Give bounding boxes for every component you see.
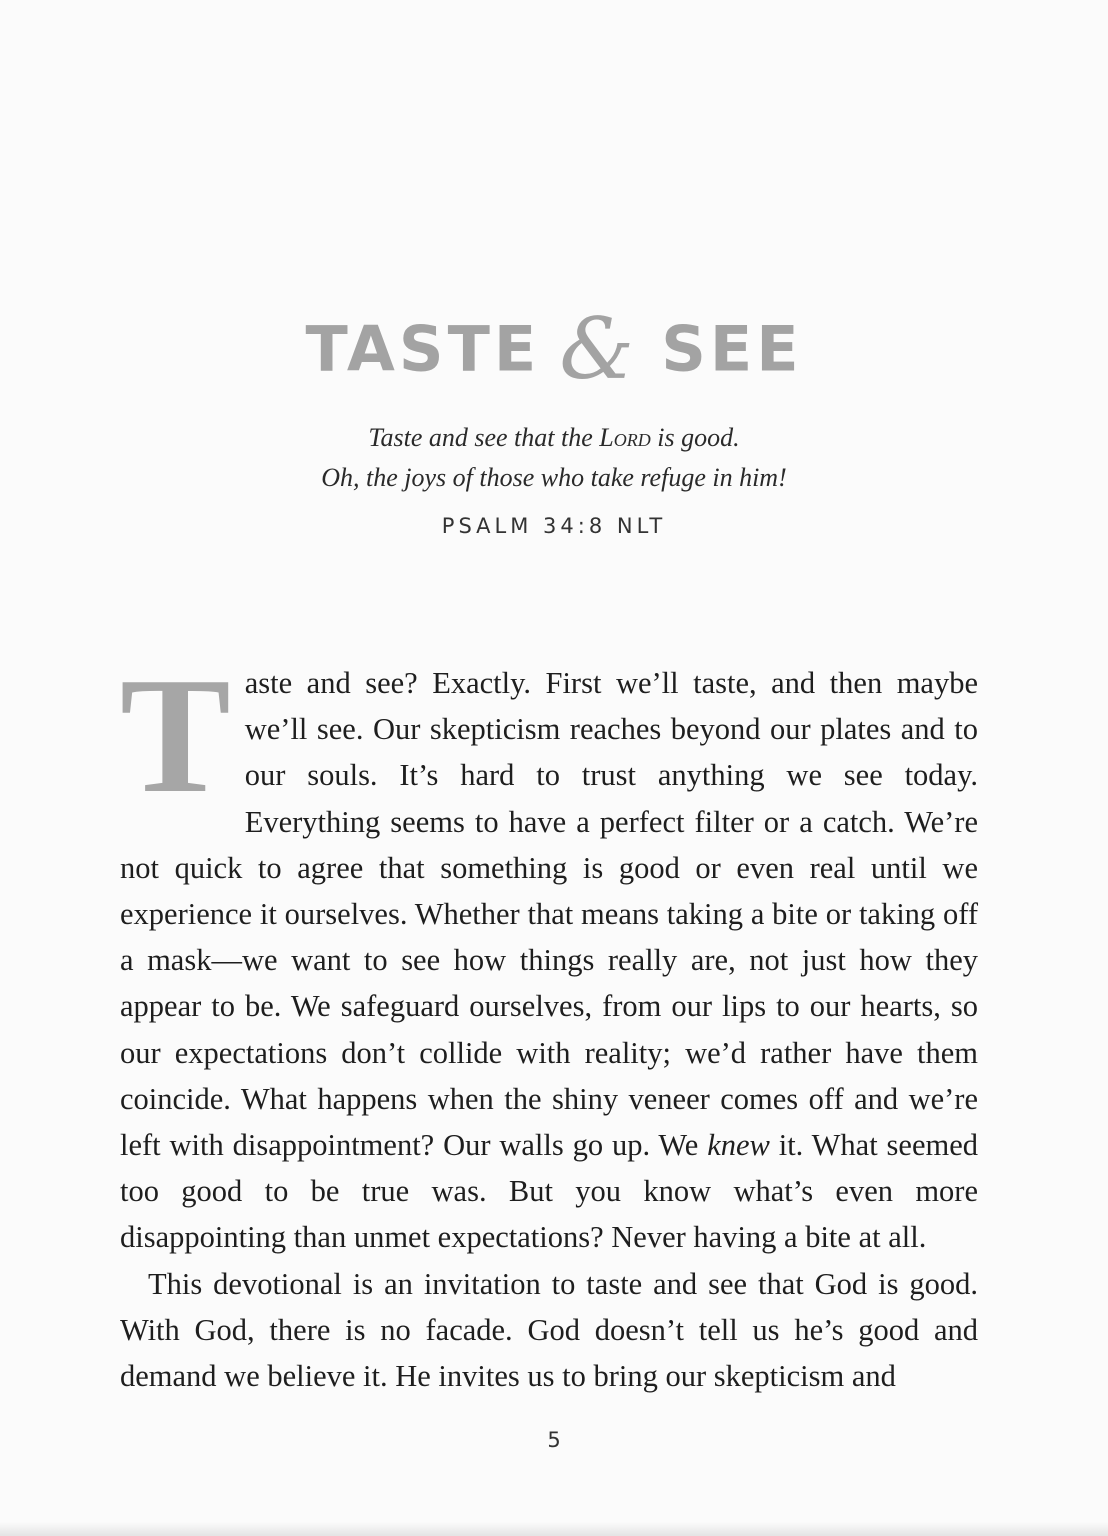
epigraph-line-1-start: Taste and see that the [368, 423, 600, 452]
emphasis-knew: knew [707, 1128, 770, 1163]
page-bottom-shadow [0, 1522, 1108, 1536]
scripture-citation: PSALM 34:8 NLT [441, 514, 667, 538]
body-text [120, 643, 978, 1399]
paragraph-2: This devotional is an invitation to taste and see that God is good. With God, there is no facade. God doesn’t tell us he’s good and demand we believe it. He invites us to bring our skepticism and [120, 1266, 978, 1394]
epigraph-lord: Lord [599, 423, 651, 452]
epigraph-verse [0, 418, 1108, 498]
paragraph-1-end: it. What seemed too good to be true was. But you know what’s even more disappointing than unmet expectations? Never having a bite at all. [120, 1128, 978, 1255]
title-ampersand: & [559, 300, 635, 398]
epigraph-line-1 [0, 418, 1108, 458]
drop-cap: T [120, 643, 231, 827]
title-word-taste: TASTE [305, 312, 541, 386]
paragraph-1-start: aste and see? Exactly. First we’ll taste, and then maybe we’ll see. Our skepticism reaches beyond our plates and to our souls. It’s hard to trust anything we see today. Everything seems to have a perfect filter or a catch. We’re not quick to agree that something is good or even real until we experience it ourselves. Whether that means taking a bite or taking off a mask—we want to see how things really are, not just how they appear to be. We safeguard ourselves, from our lips to our hearts, so our expectations don’t collide with reality; we’d rather have them coincide. What happens when the shiny veneer comes off and we’re left with disappointment? Our walls go up. We [120, 666, 978, 1163]
paragraph-1 [120, 643, 978, 1261]
chapter-title [0, 300, 1108, 398]
epigraph-line-2: Oh, the joys of those who take refuge in him! [321, 463, 787, 492]
title-word-see: SEE [661, 312, 803, 386]
epigraph-line-1-end: is good. [650, 423, 740, 452]
page-number: 5 [547, 1428, 561, 1452]
